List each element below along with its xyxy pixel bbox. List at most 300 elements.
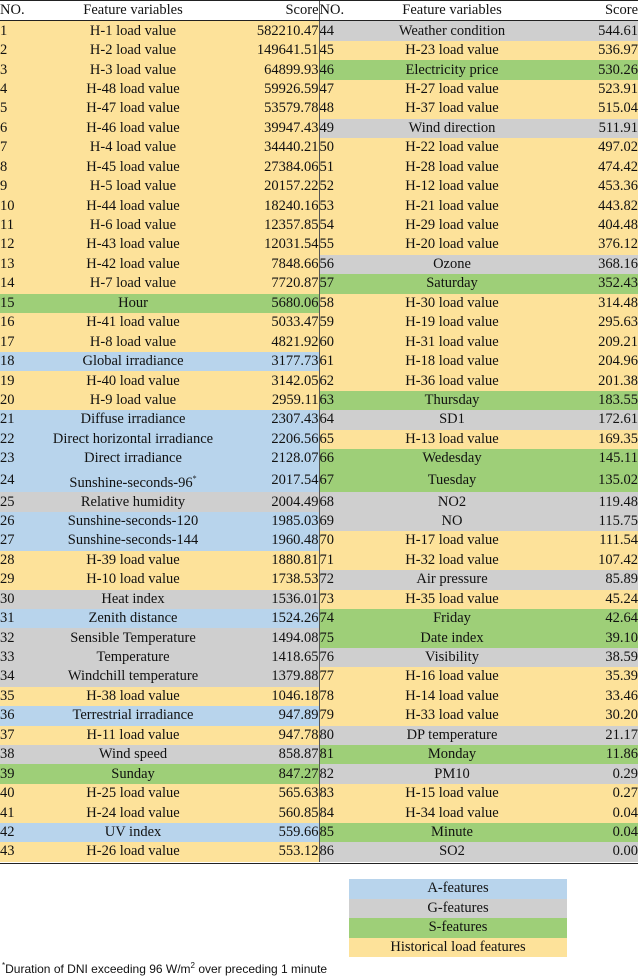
row-number: 86 (319, 842, 355, 861)
feature-variable: NO (355, 512, 549, 531)
feature-score: 0.27 (549, 784, 638, 803)
feature-score: 27384.06 (230, 158, 319, 177)
feature-score: 135.02 (549, 469, 638, 493)
feature-score: 12031.54 (230, 235, 319, 254)
table-row (0, 449, 638, 468)
feature-score: 1985.03 (230, 512, 319, 531)
row-number: 40 (0, 784, 36, 803)
row-number: 70 (319, 531, 355, 550)
feature-score-table (0, 1, 638, 862)
row-number: 19 (0, 371, 36, 390)
feature-variable: SO2 (355, 842, 549, 861)
feature-score: 20157.22 (230, 177, 319, 196)
table-row (0, 177, 638, 196)
feature-score: 515.04 (549, 99, 638, 118)
table-row (0, 764, 638, 783)
feature-score: 0.04 (549, 823, 638, 842)
feature-variable: H-19 load value (355, 313, 549, 332)
feature-variable: Electricity price (355, 60, 549, 79)
row-number: 18 (0, 352, 36, 371)
feature-variable: Global irradiance (36, 352, 230, 371)
feature-variable: H-15 load value (355, 784, 549, 803)
row-number: 14 (0, 274, 36, 293)
table-row (0, 313, 638, 332)
feature-score: 2307.43 (230, 410, 319, 429)
footnote-text: Duration of DNI exceeding 96 W/m (5, 962, 191, 976)
feature-score: 536.97 (549, 41, 638, 60)
table-row (0, 60, 638, 79)
row-number: 66 (319, 449, 355, 468)
feature-score: 295.63 (549, 313, 638, 332)
feature-score: 453.36 (549, 177, 638, 196)
feature-variable: H-25 load value (36, 784, 230, 803)
header-feature-left: Feature variables (36, 1, 230, 21)
feature-variable: H-45 load value (36, 158, 230, 177)
feature-variable: H-7 load value (36, 274, 230, 293)
table-body (0, 21, 638, 862)
row-number: 72 (319, 570, 355, 589)
table-row (0, 352, 638, 371)
row-number: 31 (0, 609, 36, 628)
row-number: 35 (0, 687, 36, 706)
feature-variable: Visibility (355, 648, 549, 667)
feature-variable: H-24 load value (36, 803, 230, 822)
feature-variable: Monday (355, 745, 549, 764)
feature-variable: H-29 load value (355, 216, 549, 235)
feature-variable: Air pressure (355, 570, 549, 589)
feature-score: 582210.47 (230, 21, 319, 41)
header-score-left: Score (230, 1, 319, 21)
table-row (0, 158, 638, 177)
row-number: 41 (0, 803, 36, 822)
feature-score: 2017.54 (230, 469, 319, 493)
table-row (0, 492, 638, 511)
feature-score: 183.55 (549, 391, 638, 410)
feature-score: 111.54 (549, 531, 638, 550)
footnote-exponent: 2 (190, 961, 195, 970)
feature-variable: H-48 load value (36, 80, 230, 99)
table-row (0, 274, 638, 293)
table-row (0, 726, 638, 745)
feature-variable: H-2 load value (36, 41, 230, 60)
row-number: 79 (319, 706, 355, 725)
table-row (0, 255, 638, 274)
feature-variable: H-38 load value (36, 687, 230, 706)
feature-score: 1494.08 (230, 628, 319, 647)
feature-score: 847.27 (230, 764, 319, 783)
row-number: 8 (0, 158, 36, 177)
feature-score: 45.24 (549, 590, 638, 609)
row-number: 37 (0, 726, 36, 745)
row-number: 54 (319, 216, 355, 235)
feature-score: 30.20 (549, 706, 638, 725)
feature-variable: H-44 load value (36, 196, 230, 215)
row-number: 44 (319, 21, 355, 41)
row-number: 60 (319, 332, 355, 351)
row-number: 69 (319, 512, 355, 531)
table-row (0, 648, 638, 667)
row-number: 33 (0, 648, 36, 667)
row-number: 82 (319, 764, 355, 783)
row-number: 45 (319, 41, 355, 60)
row-number: 3 (0, 60, 36, 79)
row-number: 55 (319, 235, 355, 254)
feature-variable: Relative humidity (36, 492, 230, 511)
row-number: 51 (319, 158, 355, 177)
row-number: 73 (319, 590, 355, 609)
feature-score: 560.85 (230, 803, 319, 822)
feature-variable: H-41 load value (36, 313, 230, 332)
feature-score: 149641.51 (230, 41, 319, 60)
feature-score: 0.04 (549, 803, 638, 822)
table-row (0, 21, 638, 41)
feature-score: 2206.56 (230, 430, 319, 449)
row-number: 16 (0, 313, 36, 332)
row-number: 12 (0, 235, 36, 254)
row-number: 59 (319, 313, 355, 332)
feature-score: 172.61 (549, 410, 638, 429)
feature-score: 559.66 (230, 823, 319, 842)
row-number: 38 (0, 745, 36, 764)
legend-item-s-features: S-features (349, 918, 567, 938)
feature-variable: H-21 load value (355, 196, 549, 215)
feature-variable: Minute (355, 823, 549, 842)
feature-score: 544.61 (549, 21, 638, 41)
row-number: 26 (0, 512, 36, 531)
table-row (0, 784, 638, 803)
feature-variable: H-46 load value (36, 119, 230, 138)
row-number: 10 (0, 196, 36, 215)
feature-variable: Diffuse irradiance (36, 410, 230, 429)
feature-variable: Tuesday (355, 469, 549, 493)
feature-score: 3142.05 (230, 371, 319, 390)
row-number: 74 (319, 609, 355, 628)
feature-variable: H-42 load value (36, 255, 230, 274)
table-row (0, 667, 638, 686)
row-number: 30 (0, 590, 36, 609)
feature-variable: Hour (36, 294, 230, 313)
row-number: 6 (0, 119, 36, 138)
row-number: 25 (0, 492, 36, 511)
feature-variable: H-16 load value (355, 667, 549, 686)
table-row (0, 803, 638, 822)
feature-variable: H-17 load value (355, 531, 549, 550)
table-row (0, 410, 638, 429)
feature-variable: H-43 load value (36, 235, 230, 254)
row-number: 53 (319, 196, 355, 215)
feature-variable: H-6 load value (36, 216, 230, 235)
feature-variable: Windchill temperature (36, 667, 230, 686)
header-score-right: Score (549, 1, 638, 21)
feature-score: 1418.65 (230, 648, 319, 667)
footnote-mark: * (2, 961, 6, 970)
header-no-right: NO. (319, 1, 355, 21)
row-number: 81 (319, 745, 355, 764)
feature-variable: H-47 load value (36, 99, 230, 118)
table-row (0, 512, 638, 531)
feature-score: 119.48 (549, 492, 638, 511)
row-number: 71 (319, 551, 355, 570)
feature-score: 947.89 (230, 706, 319, 725)
footnote-marker: * (192, 473, 197, 483)
feature-score: 2004.49 (230, 492, 319, 511)
row-number: 80 (319, 726, 355, 745)
header-feature-right: Feature variables (355, 1, 549, 21)
feature-name: Sunshine-seconds-96 (69, 474, 193, 491)
feature-variable: H-12 load value (355, 177, 549, 196)
row-number: 13 (0, 255, 36, 274)
table-row (0, 687, 638, 706)
feature-score: 443.82 (549, 196, 638, 215)
row-number: 57 (319, 274, 355, 293)
feature-score: 12357.85 (230, 216, 319, 235)
feature-variable: H-34 load value (355, 803, 549, 822)
row-number: 76 (319, 648, 355, 667)
table-row (0, 294, 638, 313)
feature-score: 5680.06 (230, 294, 319, 313)
table-row (0, 391, 638, 410)
feature-score: 115.75 (549, 512, 638, 531)
table-row (0, 551, 638, 570)
feature-score: 1738.53 (230, 570, 319, 589)
feature-variable: Date index (355, 628, 549, 647)
feature-score: 39.10 (549, 628, 638, 647)
feature-variable: Wedesday (355, 449, 549, 468)
feature-variable: DP temperature (355, 726, 549, 745)
table-row (0, 371, 638, 390)
feature-variable: Sunday (36, 764, 230, 783)
feature-score: 209.21 (549, 332, 638, 351)
table-row (0, 706, 638, 725)
feature-variable: H-23 load value (355, 41, 549, 60)
feature-score: 523.91 (549, 80, 638, 99)
row-number: 11 (0, 216, 36, 235)
feature-variable: Sunshine-seconds-144 (36, 531, 230, 550)
feature-variable: H-27 load value (355, 80, 549, 99)
feature-score: 404.48 (549, 216, 638, 235)
row-number: 63 (319, 391, 355, 410)
table-row (0, 590, 638, 609)
feature-score: 204.96 (549, 352, 638, 371)
feature-score: 368.16 (549, 255, 638, 274)
row-number: 46 (319, 60, 355, 79)
feature-variable: H-22 load value (355, 138, 549, 157)
feature-score: 107.42 (549, 551, 638, 570)
row-number: 49 (319, 119, 355, 138)
feature-variable: Ozone (355, 255, 549, 274)
feature-variable: H-4 load value (36, 138, 230, 157)
footnote-text-rest: over preceding 1 minute (195, 962, 328, 976)
feature-score: 314.48 (549, 294, 638, 313)
legend-item-g-features: G-features (349, 899, 567, 919)
row-number: 65 (319, 430, 355, 449)
feature-variable: SD1 (355, 410, 549, 429)
feature-variable: Weather condition (355, 21, 549, 41)
feature-score: 7848.66 (230, 255, 319, 274)
feature-variable: UV index (36, 823, 230, 842)
feature-score: 7720.87 (230, 274, 319, 293)
feature-score: 35.39 (549, 667, 638, 686)
row-number: 56 (319, 255, 355, 274)
feature-variable: H-11 load value (36, 726, 230, 745)
table-row (0, 531, 638, 550)
feature-score: 53579.78 (230, 99, 319, 118)
feature-variable: Direct irradiance (36, 449, 230, 468)
feature-score: 59926.59 (230, 80, 319, 99)
table-row (0, 41, 638, 60)
feature-variable: H-5 load value (36, 177, 230, 196)
feature-variable: H-1 load value (36, 21, 230, 41)
row-number: 32 (0, 628, 36, 647)
table-row (0, 570, 638, 589)
feature-variable: Sunshine-seconds-120 (36, 512, 230, 531)
feature-score: 1536.01 (230, 590, 319, 609)
row-number: 9 (0, 177, 36, 196)
feature-variable (36, 469, 230, 493)
feature-variable: H-32 load value (355, 551, 549, 570)
feature-score: 947.78 (230, 726, 319, 745)
feature-variable: H-13 load value (355, 430, 549, 449)
table-row (0, 823, 638, 842)
feature-score: 38.59 (549, 648, 638, 667)
feature-variable: Friday (355, 609, 549, 628)
feature-score: 0.00 (549, 842, 638, 861)
table-row (0, 745, 638, 764)
row-number: 27 (0, 531, 36, 550)
feature-score: 1960.48 (230, 531, 319, 550)
table-row (0, 119, 638, 138)
feature-variable: Wind direction (355, 119, 549, 138)
row-number: 50 (319, 138, 355, 157)
row-number: 20 (0, 391, 36, 410)
row-number: 2 (0, 41, 36, 60)
row-number: 28 (0, 551, 36, 570)
feature-score: 376.12 (549, 235, 638, 254)
feature-variable: Terrestrial irradiance (36, 706, 230, 725)
feature-score: 42.64 (549, 609, 638, 628)
table-row (0, 332, 638, 351)
table-row (0, 469, 638, 493)
feature-score: 21.17 (549, 726, 638, 745)
feature-score: 201.38 (549, 371, 638, 390)
feature-variable: H-40 load value (36, 371, 230, 390)
row-number: 61 (319, 352, 355, 371)
feature-score: 169.35 (549, 430, 638, 449)
legend-item-a-features: A-features (349, 879, 567, 899)
row-number: 47 (319, 80, 355, 99)
row-number: 85 (319, 823, 355, 842)
feature-variable: H-28 load value (355, 158, 549, 177)
feature-score: 1524.26 (230, 609, 319, 628)
feature-variable: H-35 load value (355, 590, 549, 609)
row-number: 15 (0, 294, 36, 313)
row-number: 48 (319, 99, 355, 118)
header-no-left: NO. (0, 1, 36, 21)
row-number: 24 (0, 469, 36, 493)
table-row (0, 138, 638, 157)
feature-score: 39947.43 (230, 119, 319, 138)
table-row (0, 842, 638, 861)
legend-item-historical-load-features: Historical load features (349, 938, 567, 958)
feature-score: 511.91 (549, 119, 638, 138)
feature-score: 5033.47 (230, 313, 319, 332)
footnote (2, 961, 327, 976)
row-number: 62 (319, 371, 355, 390)
feature-variable: Direct horizontal irradiance (36, 430, 230, 449)
feature-variable: H-26 load value (36, 842, 230, 861)
feature-score: 0.29 (549, 764, 638, 783)
feature-score: 145.11 (549, 449, 638, 468)
table-row (0, 430, 638, 449)
row-number: 7 (0, 138, 36, 157)
row-number: 42 (0, 823, 36, 842)
table-row (0, 80, 638, 99)
feature-score: 553.12 (230, 842, 319, 861)
feature-variable: H-31 load value (355, 332, 549, 351)
feature-score: 34440.21 (230, 138, 319, 157)
row-number: 39 (0, 764, 36, 783)
feature-score: 2128.07 (230, 449, 319, 468)
feature-variable: H-36 load value (355, 371, 549, 390)
feature-variable: H-9 load value (36, 391, 230, 410)
feature-variable: H-10 load value (36, 570, 230, 589)
feature-variable: H-39 load value (36, 551, 230, 570)
feature-score: 1046.18 (230, 687, 319, 706)
feature-variable: Wind speed (36, 745, 230, 764)
table-row (0, 628, 638, 647)
row-number: 17 (0, 332, 36, 351)
table-row (0, 196, 638, 215)
feature-variable: H-33 load value (355, 706, 549, 725)
feature-variable: H-3 load value (36, 60, 230, 79)
row-number: 75 (319, 628, 355, 647)
feature-score: 1379.88 (230, 667, 319, 686)
row-number: 52 (319, 177, 355, 196)
row-number: 29 (0, 570, 36, 589)
feature-score: 18240.16 (230, 196, 319, 215)
row-number: 36 (0, 706, 36, 725)
category-legend (349, 879, 567, 957)
table-header-row (0, 1, 638, 21)
feature-score: 858.87 (230, 745, 319, 764)
row-number: 43 (0, 842, 36, 861)
feature-score: 85.89 (549, 570, 638, 589)
row-number: 64 (319, 410, 355, 429)
feature-score: 11.86 (549, 745, 638, 764)
row-number: 22 (0, 430, 36, 449)
row-number: 34 (0, 667, 36, 686)
feature-score: 4821.92 (230, 332, 319, 351)
table-row (0, 235, 638, 254)
feature-variable: H-37 load value (355, 99, 549, 118)
feature-variable: H-20 load value (355, 235, 549, 254)
feature-variable: H-30 load value (355, 294, 549, 313)
feature-score: 530.26 (549, 60, 638, 79)
feature-variable: Sensible Temperature (36, 628, 230, 647)
row-number: 78 (319, 687, 355, 706)
feature-variable: H-8 load value (36, 332, 230, 351)
feature-score: 33.46 (549, 687, 638, 706)
row-number: 67 (319, 469, 355, 493)
feature-score: 2959.11 (230, 391, 319, 410)
table-row (0, 216, 638, 235)
row-number: 83 (319, 784, 355, 803)
table-row (0, 609, 638, 628)
feature-variable: Thursday (355, 391, 549, 410)
feature-score: 64899.93 (230, 60, 319, 79)
row-number: 77 (319, 667, 355, 686)
row-number: 5 (0, 99, 36, 118)
